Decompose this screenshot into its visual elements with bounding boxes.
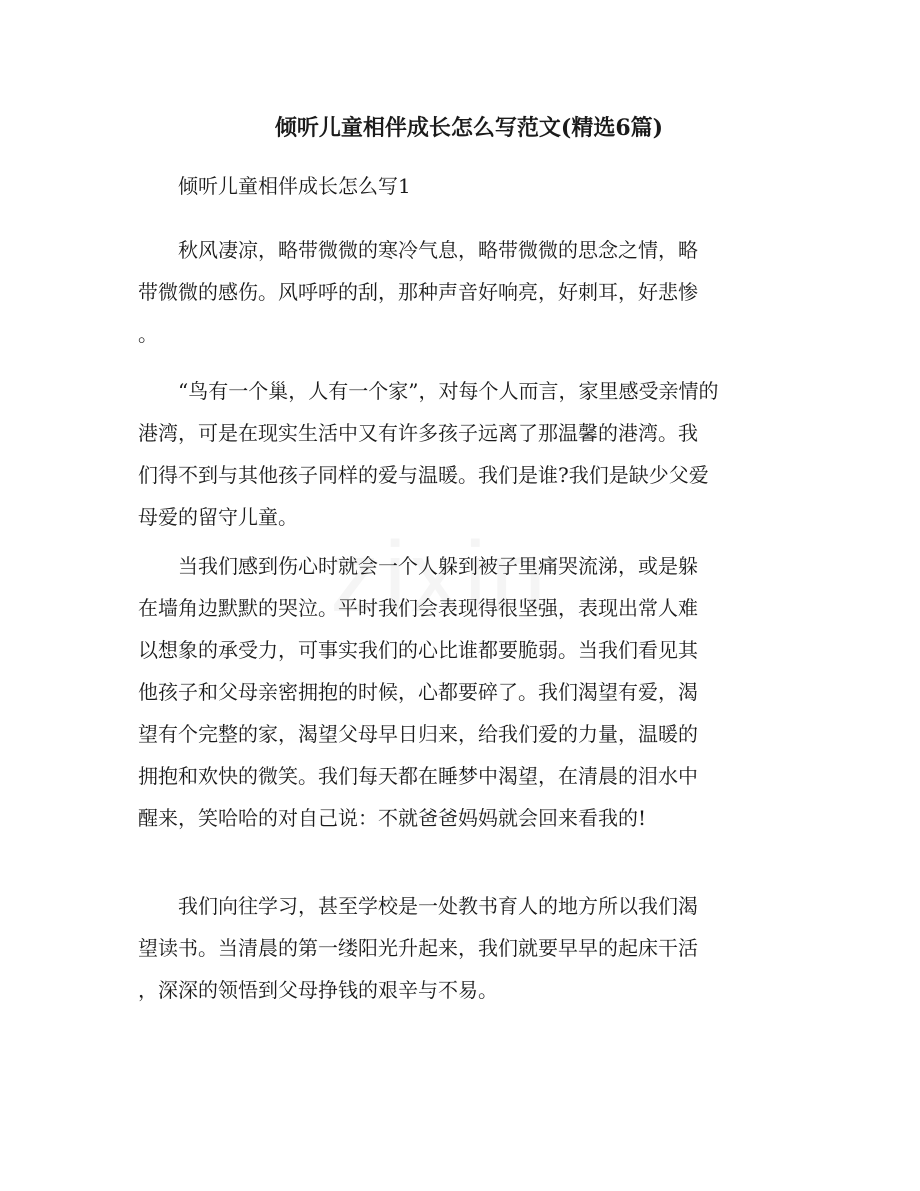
paragraph-line: 我们向往学习，甚至学校是一处教书育人的地方所以我们渴 — [178, 894, 698, 918]
paragraph-line: 母爱的留守儿童。 — [138, 505, 298, 529]
paragraph-line: 望读书。当清晨的第一缕阳光升起来，我们就要早早的起床干活 — [138, 936, 698, 960]
paragraph-4 — [138, 885, 782, 1011]
paragraph-line: 他孩子和父母亲密拥抱的时候，心都要碎了。我们渴望有爱，渴 — [138, 680, 698, 704]
paragraph-line: 港湾，可是在现实生活中又有许多孩子远离了那温馨的港湾。我 — [138, 421, 698, 445]
paragraph-line: 秋风凄凉，略带微微的寒冷气息，略带微微的思念之情，略 — [178, 238, 698, 262]
paragraph-2 — [138, 370, 782, 538]
paragraph-line: “鸟有一个巢，人有一个家”，对每个人而言，家里感受亲情的 — [178, 379, 719, 403]
paragraph-line: 以想象的承受力，可事实我们的心比谁都要脆弱。当我们看见其 — [138, 638, 698, 662]
paragraph-line: 在墙角边默默的哭泣。平时我们会表现得很坚强，表现出常人难 — [138, 596, 698, 620]
paragraph-line: ，深深的领悟到父母挣钱的艰辛与不易。 — [138, 978, 498, 1002]
paragraph-line: 。 — [138, 322, 158, 346]
paragraph-line: 带微微的感伤。风呼呼的刮，那种声音好响亮，好刺耳，好悲惨 — [138, 280, 698, 304]
paragraph-1 — [138, 229, 782, 355]
paragraph-line: 们得不到与其他孩子同样的爱与温暖。我们是谁?我们是缺少父爱 — [138, 463, 709, 487]
paragraph-3 — [138, 545, 782, 839]
paragraph-line: 当我们感到伤心时就会一个人躲到被子里痛哭流涕，或是躲 — [178, 554, 698, 578]
document-title: 倾听儿童相伴成长怎么写范文(精选6篇) — [274, 115, 664, 141]
paragraph-line: 望有个完整的家，渴望父母早日归来，给我们爱的力量，温暖的 — [138, 722, 698, 746]
paragraph-line: 拥抱和欢快的微笑。我们每天都在睡梦中渴望，在清晨的泪水中 — [138, 764, 698, 788]
section-heading: 倾听儿童相伴成长怎么写1 — [178, 174, 411, 198]
paragraph-line: 醒来，笑哈哈的对自己说：不就爸爸妈妈就会回来看我的! — [138, 806, 647, 830]
